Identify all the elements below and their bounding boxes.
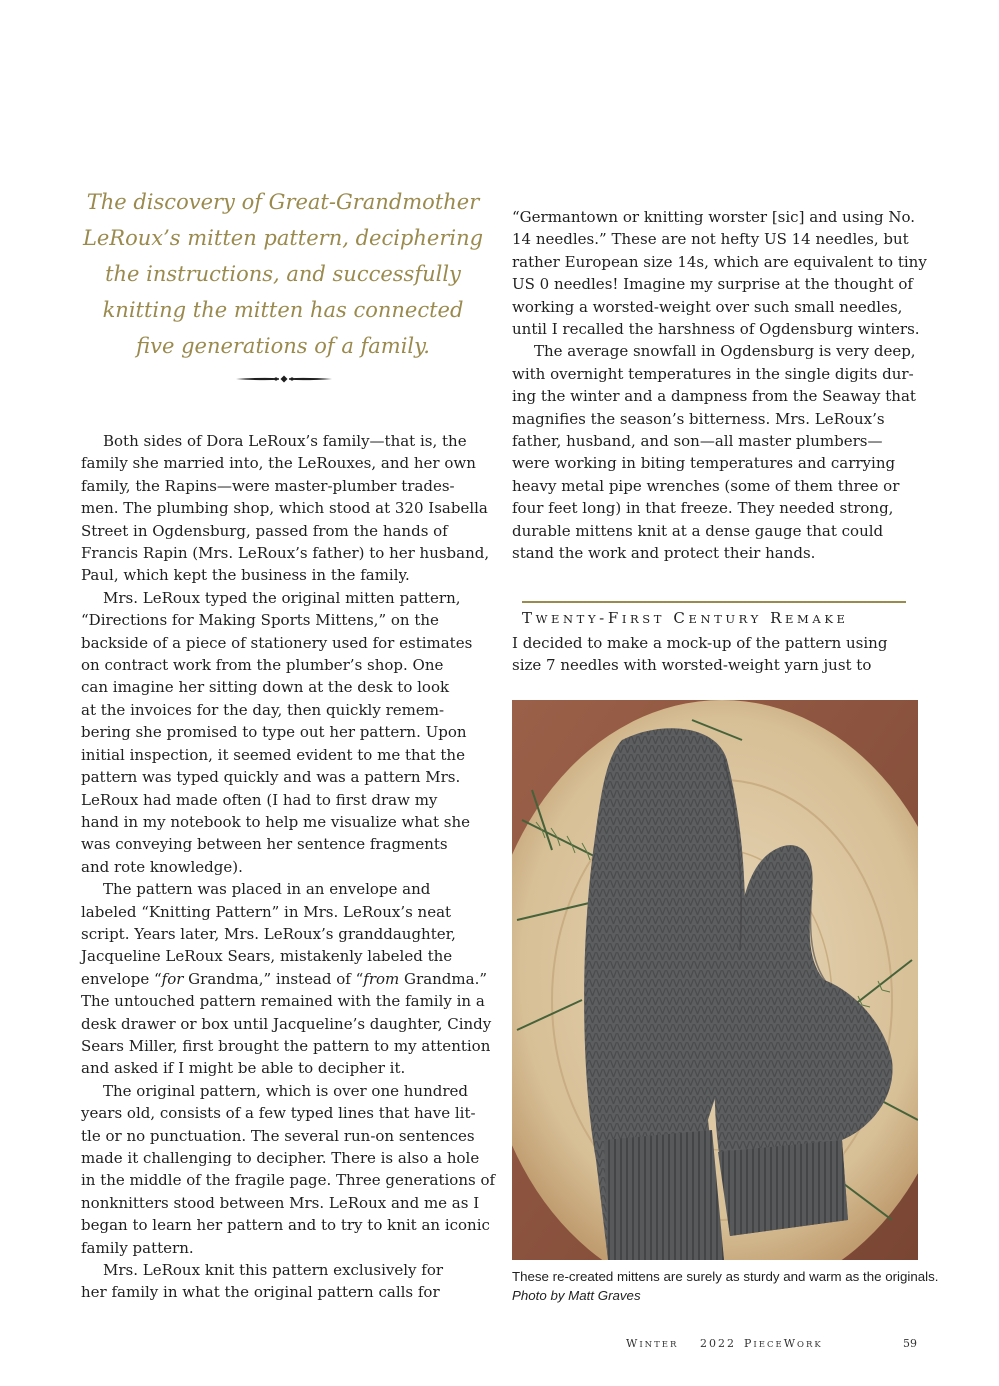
body-column-right-top [512, 206, 927, 565]
text-line: backside of a piece of stationery used for estimates [81, 633, 473, 652]
footer-part: W [783, 1337, 797, 1350]
heading-part: WENTY [535, 612, 600, 626]
text-line: size 7 needles with worsted-weight yarn just to [512, 656, 872, 675]
text-line: father, husband, and son—all master plumbers— [512, 432, 883, 451]
caption-text: These re-created mittens are surely as sturdy and warm as the originals. [512, 1269, 939, 1284]
heading-part: C [665, 609, 689, 627]
body-column-right-bottom [512, 632, 922, 677]
text-line: men. The plumbing shop, which stood at 320 Isabella [81, 499, 488, 518]
text-line: in the middle of the fragile page. Three generations of [81, 1171, 496, 1190]
text-line: and asked if I might be able to decipher it. [81, 1059, 406, 1078]
text-line: Sears Miller, first brought the pattern to my attention [81, 1036, 491, 1055]
pull-quote-line: The discovery of Great-Grandmother [86, 190, 480, 214]
text-line: “Directions for Making Sports Mittens,” on the [81, 611, 439, 630]
text-line: 14 needles.” These are not hefty US 14 needles, but [512, 230, 909, 249]
pull-quote-line: knitting the mitten has connected [102, 298, 464, 322]
paragraph [81, 430, 491, 587]
text-line: The untouched pattern remained with the family in a [81, 992, 485, 1011]
text-line: magnifies the season’s bitterness. Mrs. LeRoux’s [512, 409, 885, 428]
text-line: I decided to make a mock-up of the pattern using [512, 634, 888, 652]
text-line: ing the winter and a dampness from the Seaway that [512, 387, 916, 406]
text-line: LeRoux had made often (I had to first draw my [81, 790, 438, 809]
body-column-left [81, 430, 496, 1304]
heading-part: -F [599, 609, 622, 627]
heading-part: EMAKE [785, 612, 849, 626]
paragraph [512, 632, 922, 677]
text-line: with overnight temperatures in the single digits dur- [512, 364, 914, 383]
paragraph [81, 878, 491, 1080]
text-line: heavy metal pipe wrenches (some of them three or [512, 476, 900, 495]
footer-season [626, 1337, 678, 1350]
text-line: Jacqueline LeRoux Sears, mistakenly labeled the [81, 947, 453, 966]
text-line: initial inspection, it seemed evident to me that the [81, 745, 465, 764]
text-line: tle or no punctuation. The several run-on sentences [81, 1126, 475, 1145]
footer-part: INTER [639, 1340, 679, 1350]
text-line: The pattern was placed in an envelope and [103, 880, 431, 899]
text-line: until I recalled the harshness of Ogdensburg winters. [512, 320, 920, 339]
text-line: family she married into, the LeRouxes, and her own [81, 454, 476, 473]
pull-quote-line: LeRoux’s mitten pattern, deciphering [82, 226, 484, 250]
pull-quote-line: the instructions, and successfully [105, 262, 461, 286]
text-line: began to learn her pattern and to try to knit an iconic [81, 1216, 490, 1235]
footer-part: W [626, 1337, 640, 1350]
text-line: Both sides of Dora LeRoux’s family—that is, the [103, 432, 467, 450]
text-line: nonknitters stood between Mrs. LeRoux and me as I [81, 1193, 480, 1212]
text-line: labeled “Knitting Pattern” in Mrs. LeRoux’s neat [81, 902, 452, 921]
heading-part: R [761, 609, 786, 627]
footer-magazine [744, 1337, 823, 1350]
paragraph [512, 340, 922, 564]
pull-quote [78, 184, 488, 364]
text-line: durable mittens knit at a dense gauge that could [512, 521, 884, 540]
text-line: family, the Rapins—were master-plumber trades- [81, 476, 455, 495]
text-line: years old, consists of a few typed lines that have lit- [81, 1104, 476, 1123]
text-run-italic: for [161, 969, 184, 988]
footer-part: P [744, 1337, 754, 1350]
text-line: were working in biting temperatures and carrying [512, 454, 896, 473]
mittens-illustration [512, 700, 918, 1260]
text-line: desk drawer or box until Jacqueline’s daughter, Cindy [81, 1014, 492, 1033]
text-run: envelope “ [81, 969, 162, 988]
paragraph [81, 1080, 496, 1259]
text-line: working a worsted-weight over such small needles, [512, 297, 903, 316]
text-line: Paul, which kept the business in the family. [81, 566, 410, 585]
section-heading [522, 609, 922, 627]
text-line: US 0 needles! Imagine my surprise at the thought of [512, 275, 913, 294]
photo-credit: Photo by Matt Graves [512, 1288, 641, 1303]
text-line: at the invoices for the day, then quickly remem- [81, 700, 445, 719]
text-line: and rote knowledge). [81, 857, 243, 876]
photo-caption [512, 1267, 952, 1305]
text-run: Grandma.” [399, 969, 488, 988]
paragraph [81, 587, 491, 878]
text-line: Mrs. LeRoux knit this pattern exclusively for [103, 1261, 444, 1280]
text-line: Francis Rapin (Mrs. LeRoux’s father) to her husband, [81, 544, 490, 563]
page-number: 59 [903, 1337, 917, 1350]
footer-part: ORK [797, 1340, 823, 1350]
text-line: was conveying between her sentence fragments [81, 835, 448, 854]
text-line: her family in what the original pattern calls for [81, 1283, 440, 1302]
text-line: “Germantown or knitting worster [sic] and using No. [512, 208, 916, 226]
text-line: The average snowfall in Ogdensburg is very deep, [534, 342, 916, 361]
text-line-mixed [81, 968, 491, 990]
paragraph [81, 1259, 491, 1304]
heading-part: ENTURY [688, 612, 762, 626]
text-line: rather European size 14s, which are equivalent to tiny [512, 252, 927, 271]
pull-quote-line: five generations of a family. [136, 334, 430, 358]
mittens-photo [512, 700, 918, 1260]
text-line: Mrs. LeRoux typed the original mitten pattern, [103, 588, 461, 607]
text-line: on contract work from the plumber’s shop. One [81, 656, 444, 675]
heading-part: IRST [621, 612, 665, 626]
heading-part: T [522, 609, 536, 627]
text-line: can imagine her sitting down at the desk to look [81, 678, 450, 697]
text-line: stand the work and protect their hands. [512, 544, 816, 563]
text-line: family pattern. [81, 1238, 194, 1257]
text-line: four feet long) in that freeze. They needed strong, [512, 499, 894, 518]
text-line: hand in my notebook to help me visualize what she [81, 812, 471, 831]
text-line: script. Years later, Mrs. LeRoux’s granddaughter, [81, 924, 456, 943]
footer-year: 2022 [700, 1337, 736, 1350]
text-line: Street in Ogdensburg, passed from the hands of [81, 521, 448, 540]
section-rule [522, 601, 906, 603]
text-line: pattern was typed quickly and was a pattern Mrs. [81, 768, 461, 787]
text-line: bering she promised to type out her pattern. Upon [81, 723, 467, 742]
text-line: made it challenging to decipher. There is also a hole [81, 1149, 480, 1167]
footer-part: IECE [753, 1340, 784, 1350]
ornament-divider-icon [235, 372, 333, 386]
text-run: Grandma,” instead of “ [183, 969, 364, 988]
text-run-italic: from [363, 969, 400, 988]
text-line: The original pattern, which is over one hundred [103, 1081, 469, 1100]
paragraph [512, 206, 927, 340]
